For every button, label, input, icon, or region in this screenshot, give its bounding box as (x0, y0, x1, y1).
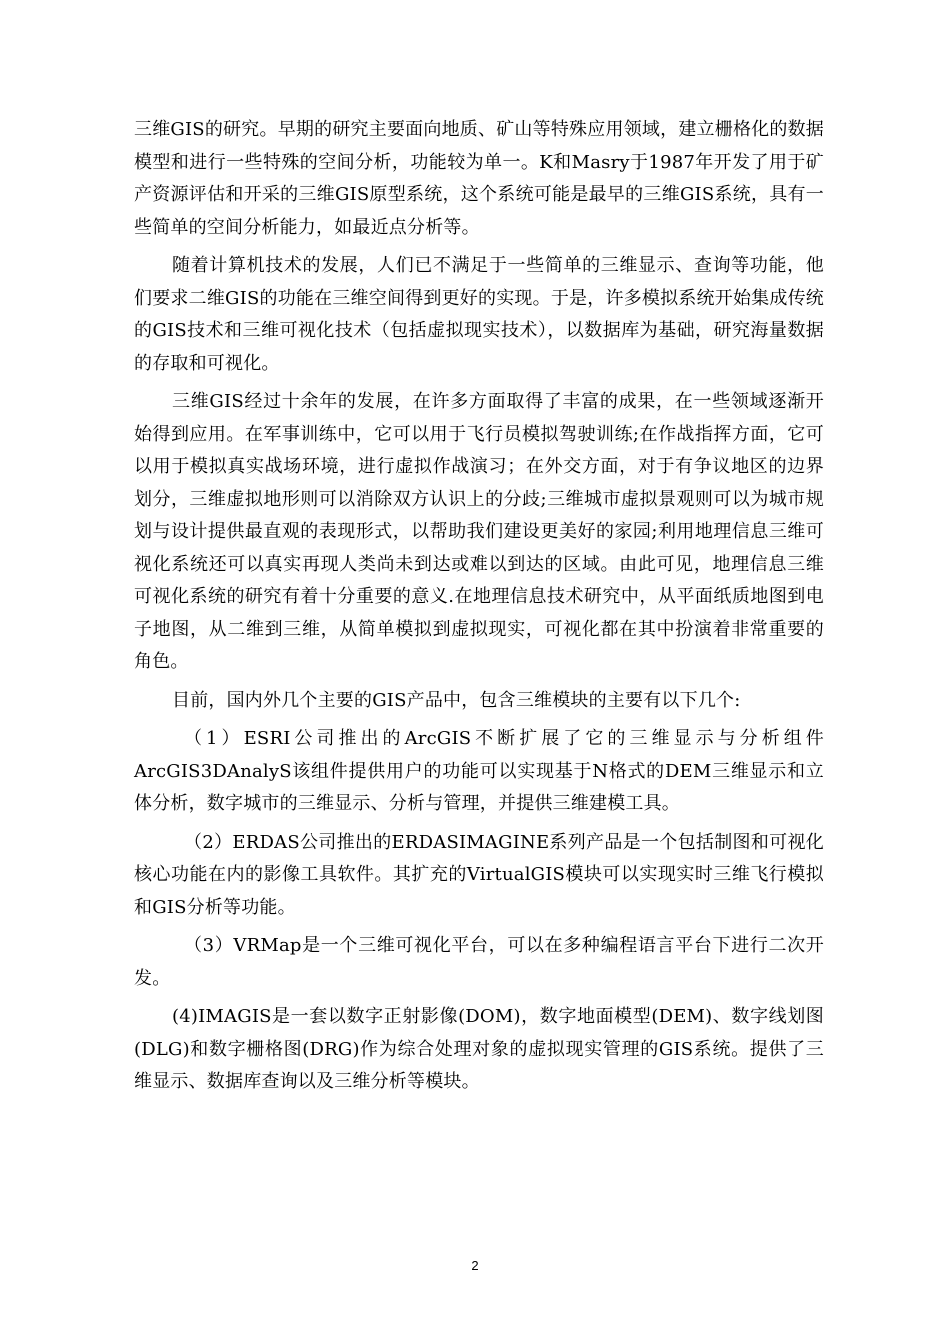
list-item-imagis: (4)IMAGIS是一套以数字正射影像(DOM)，数字地面模型(DEM)、数字线划图(DLG)和数字栅格图(DRG)作为综合处理对象的虚拟现实管理的GIS系统。提供了三维显示、数据库查询以及三维分析等模块。 (134, 1006, 824, 1092)
paragraph-development: 随着计算机技术的发展，人们已不满足于一些简单的三维显示、查询等功能，他们要求二维GIS的功能在三维空间得到更好的实现。于是，许多模拟系统开始集成传统的GIS技术和三维可视化技术（包括虚拟现实技术），以数据库为基础，研究海量数据的存取和可视化。 (134, 255, 824, 374)
list-item-erdas: （2）ERDAS公司推出的ERDASIMAGINE系列产品是一个包括制图和可视化核心功能在内的影像工具软件。其扩充的VirtualGIS模块可以实现实时三维飞行模拟和GIS分析等功能。 (134, 831, 824, 918)
paragraph-applications: 三维GIS经过十余年的发展，在许多方面取得了丰富的成果，在一些领域逐渐开始得到应用。在军事训练中，它可以用于飞行员模拟驾驶训练;在作战指挥方面，它可以用于模拟真实战场环境，进行虚拟作战演习；在外交方面，对于有争议地区的边界划分，三维虚拟地形则可以消除双方认识上的分歧;三维城市虚拟景观则可以为城市规划与设计提供最直观的表现形式，以帮助我们建设更美好的家园;利用地理信息三维可视化系统还可以真实再现人类尚未到达或难以到达的区域。由此可见，地理信息三维可视化系统的研究有着十分重要的意义.在地理信息技术研究中，从平面纸质地图到电子地图，从二维到三维，从简单模拟到虚拟现实，可视化都在其中扮演着非常重要的角色。 (134, 391, 824, 672)
page-number: 2 (471, 1258, 479, 1273)
paragraph-intro-continued: 三维GIS的研究。早期的研究主要面向地质、矿山等特殊应用领域，建立栅格化的数据模型和进行一些特殊的空间分析，功能较为单一。K和Masry于1987年开发了用于矿产资源评估和开采的三维GIS原型系统，这个系统可能是最早的三维GIS系统，具有一些简单的空间分析能力，如最近点分析等。 (134, 119, 824, 238)
list-item-vrmap: （3）VRMap是一个三维可视化平台，可以在多种编程语言平台下进行二次开发。 (134, 935, 824, 989)
list-item-arcgis: （1）ESRI公司推出的ArcGIS不断扩展了它的三维显示与分析组件ArcGIS3DAnalyS该组件提供用户的功能可以实现基于N格式的DEM三维显示和立体分析，数字城市的三维显示、分析与管理，并提供三维建模工具。 (134, 728, 824, 814)
body-text (134, 114, 824, 1099)
paragraph-products-intro: 目前，国内外几个主要的GIS产品中，包含三维模块的主要有以下几个: (172, 689, 741, 711)
